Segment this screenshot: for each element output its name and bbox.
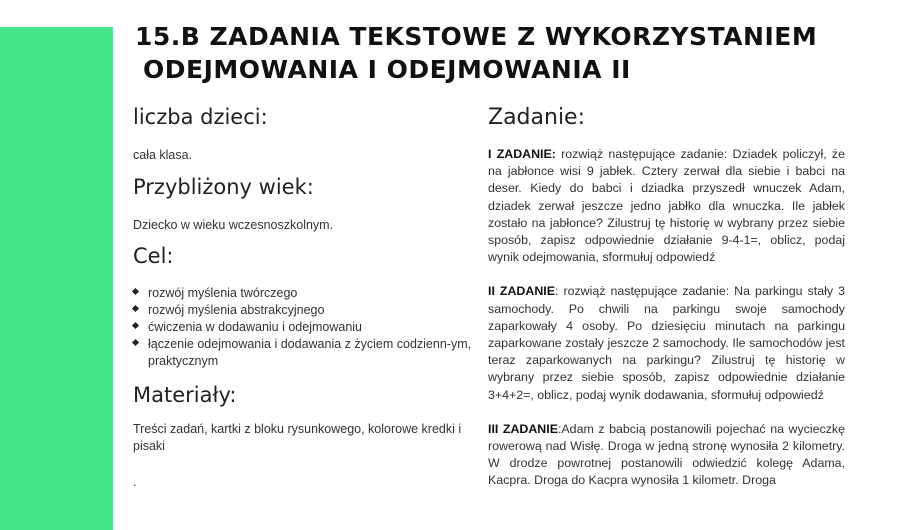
task-heading: Zadanie: — [488, 105, 586, 130]
task-3-label: III ZADANIE — [488, 421, 558, 436]
task-2-label: II ZADANIE — [488, 284, 555, 299]
goal-text: ćwiczenia w dodawaniu i odejmowaniu — [148, 320, 363, 334]
materials-heading: Materiały: — [133, 383, 237, 407]
list-item — [133, 302, 478, 319]
goal-text: łączenie odejmowania i dodawania z życiem codzienn-ym, praktycznym — [148, 337, 472, 368]
accent-bar — [0, 27, 113, 530]
bullet-icon — [132, 305, 139, 312]
task-1-text: rozwiąż następujące zadanie: Dziadek policzył, że na jabłonce wisi 9 jabłek. Cztery zerwał dla siebie i babci na deser. Kiedy do babci i dziadka przyszedł wnuczek Adam, dziadek zerwał jeszcze jedno jabłko dla wnuczka. Ile jabłek zostało na jabłonce? Zilustruj tę historię w wybrany przez siebie sposób, zapisz odpowiednie działanie 9-4-1=, oblicz, podaj wynik odejmowania, sformułuj odpowiedź — [488, 147, 845, 265]
task-3-text: :Adam z babcią postanowili pojechać na wycieczkę rowerową nad Wisłę. Droga w jedną stronę wynosiła 2 kilometry. W drodze powrotnej postanowili odwiedzić kolegę Adama, Kacpra. Droga do Kacpra wynosiła 1 kilometr. Droga — [488, 421, 845, 488]
page-title — [135, 20, 875, 86]
task-2 — [488, 283, 845, 403]
title-line-1: 15.B ZADANIA TEKSTOWE Z WYKORZYSTANIEM — [135, 22, 818, 51]
age-value: Dziecko w wieku wczesnoszkolnym. — [133, 218, 334, 232]
list-item — [133, 285, 478, 302]
goal-text: rozwój myślenia abstrakcyjnego — [148, 303, 325, 317]
goal-heading: Cel: — [133, 244, 174, 268]
age-heading: Przybliżony wiek: — [133, 175, 314, 199]
bullet-icon — [132, 288, 139, 295]
left-column — [133, 105, 478, 491]
bullet-icon — [132, 339, 139, 346]
task-1 — [488, 146, 845, 266]
task-2-text: : rozwiąż następujące zadanie: Na parkingu stały 3 samochody. Po chwili na parkingu swoje samochody zaparkowały 4 osoby. Po dziesięciu minutach na parkingu zaparkowane zostały jeszcze 2 samochody. Ile samochodów jest teraz zaparkowanych na parkingu? Zilustruj tę historię w wybrany przez siebie sposób, zapisz odpowiednie działanie 3+4+2=, oblicz, podaj wynik dodawania, sformułuj odpowiedź — [488, 284, 845, 402]
bullet-icon — [132, 322, 139, 329]
goal-text: rozwój myślenia twórczego — [148, 286, 298, 300]
task-1-label: I ZADANIE: — [488, 147, 556, 161]
materials-value: Treści zadań, kartki z bloku rysunkowego, kolorowe kredki i pisaki — [133, 422, 462, 453]
right-column — [488, 105, 845, 490]
children-value: cała klasa. — [133, 148, 193, 162]
children-heading: liczba dzieci: — [133, 105, 268, 129]
trailing-dot: . — [133, 475, 137, 489]
list-item — [133, 336, 478, 370]
title-line-2: ODEJMOWANIA I ODEJMOWANIA II — [143, 55, 631, 84]
goal-list — [133, 285, 478, 370]
list-item — [133, 319, 478, 336]
task-3 — [488, 421, 845, 490]
